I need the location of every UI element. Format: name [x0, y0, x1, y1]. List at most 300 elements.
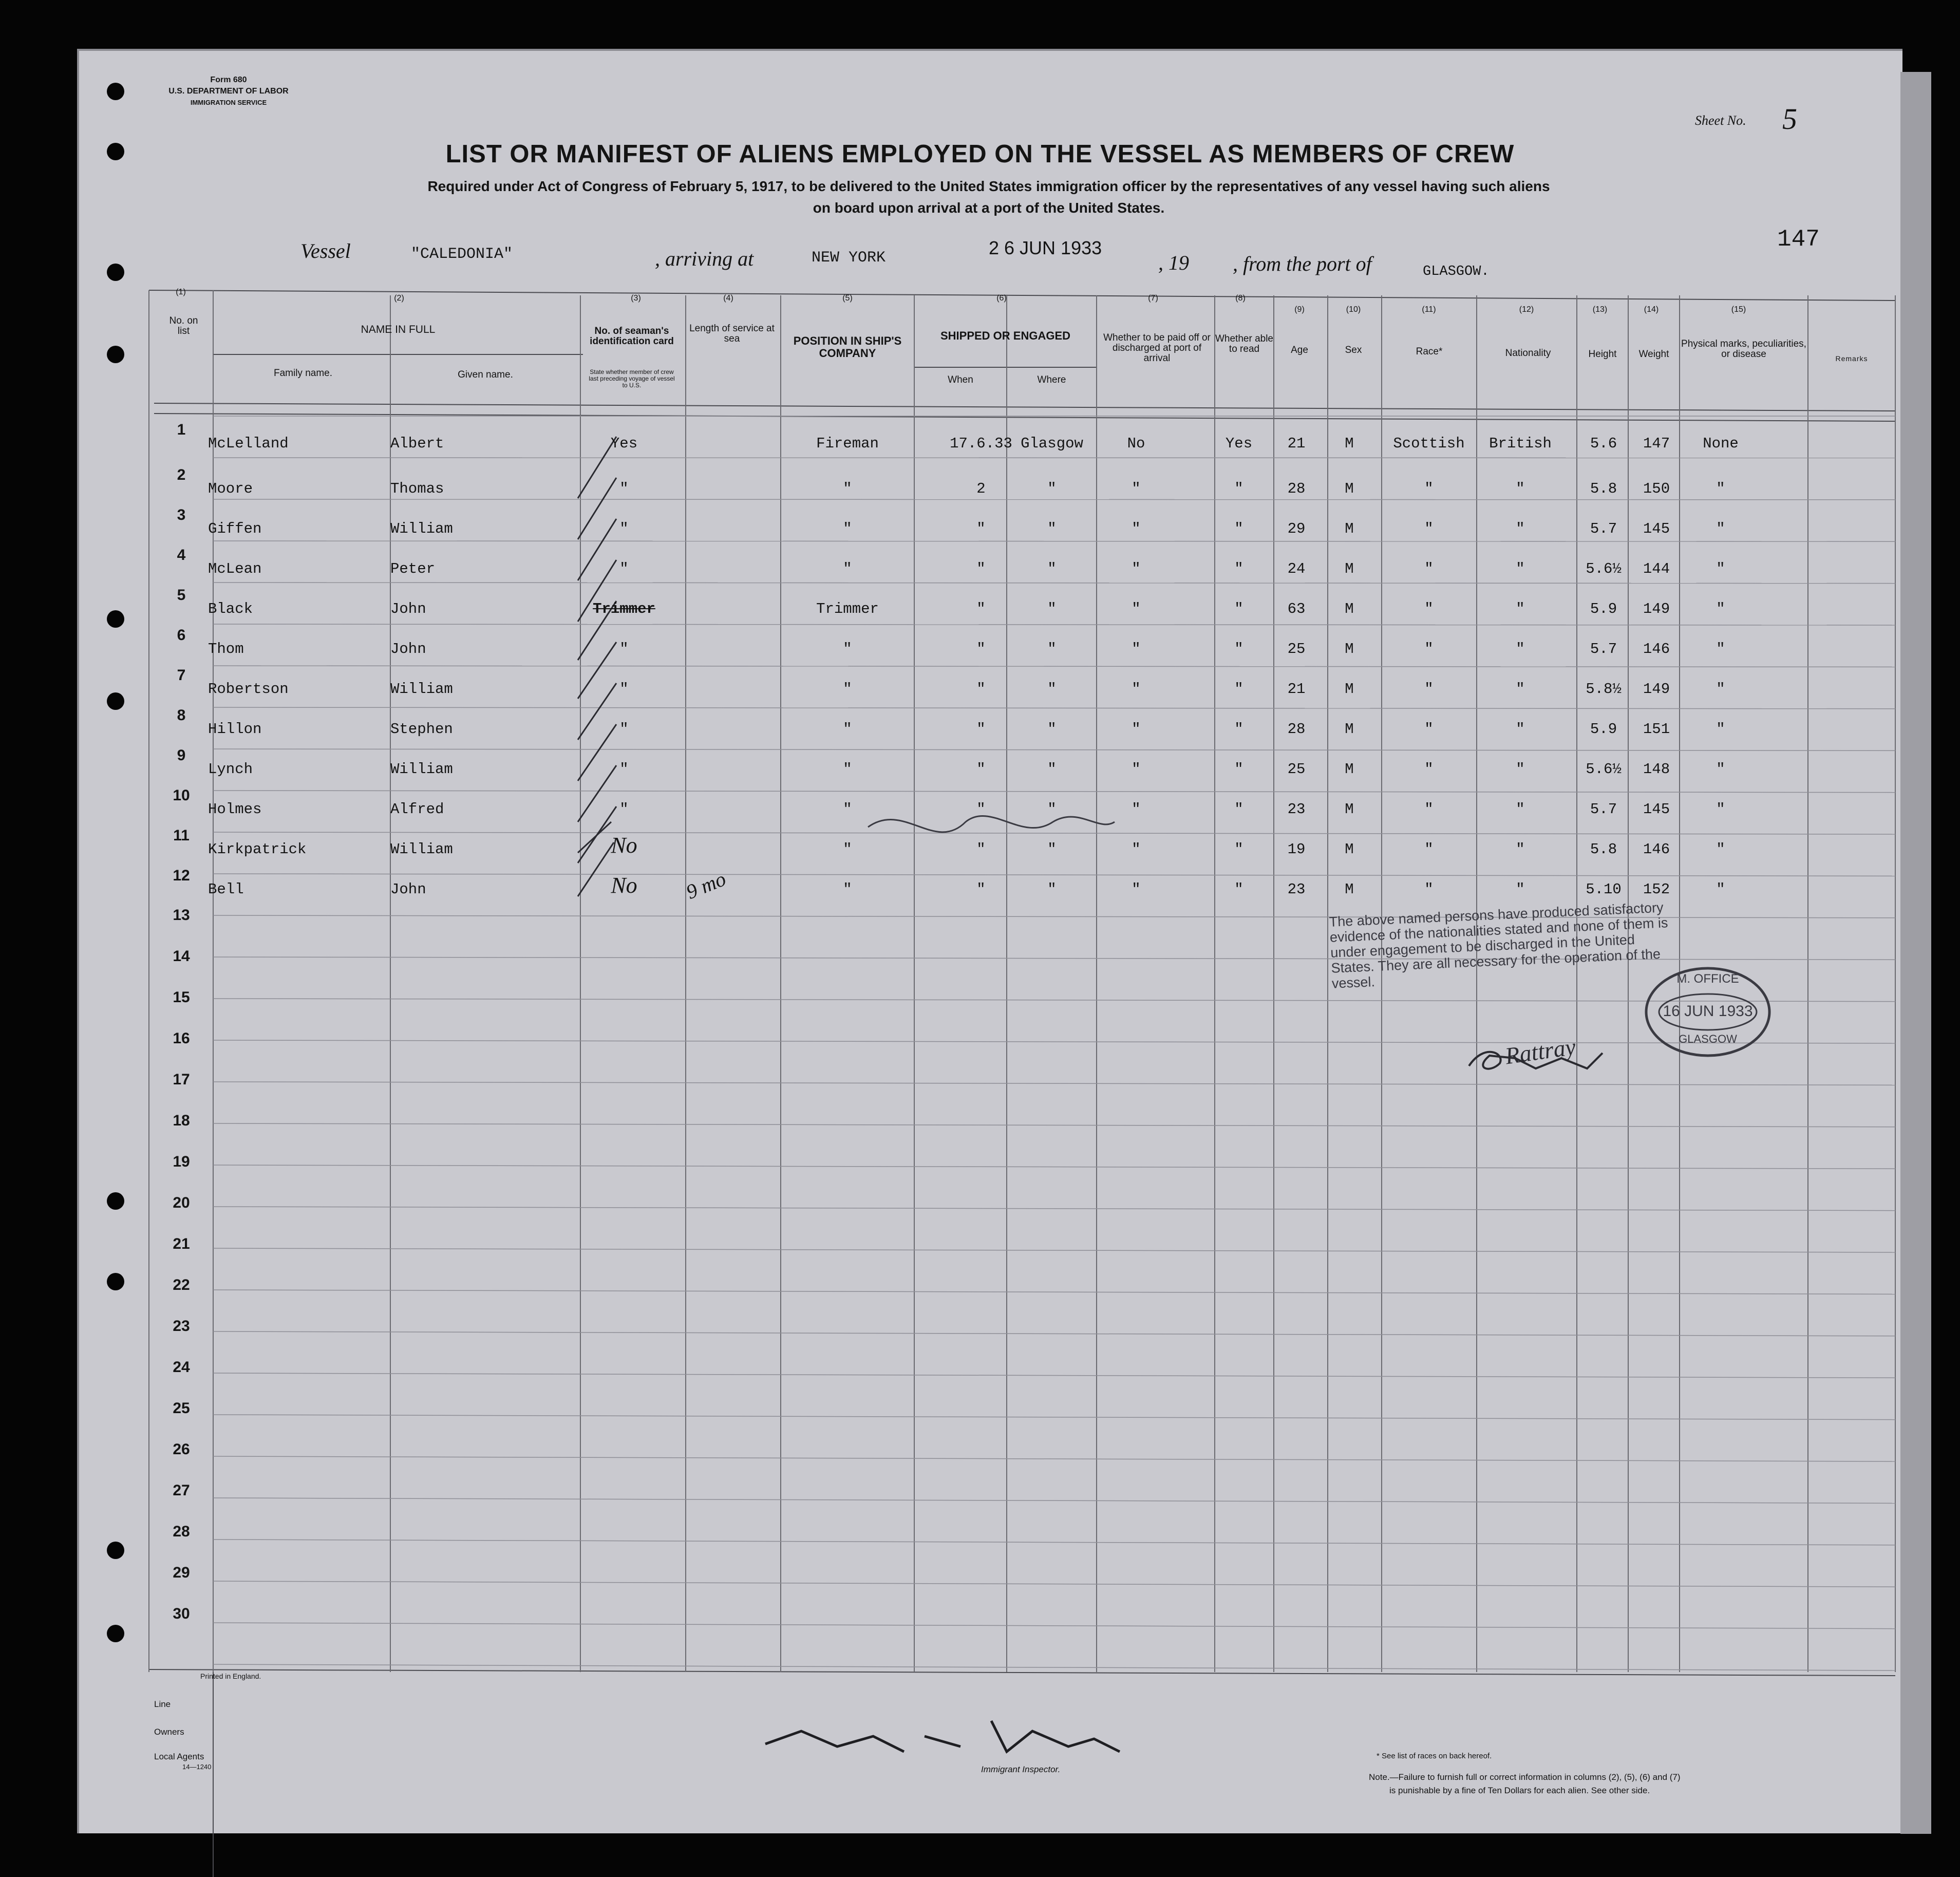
cell-sex: M — [1345, 480, 1354, 497]
cell-given: William — [390, 681, 453, 698]
column-number: (2) — [394, 294, 404, 303]
cell-height: 5.8½ — [1586, 681, 1622, 698]
cell-read: " — [1234, 801, 1243, 818]
cell-position: " — [843, 841, 852, 858]
cell-given: John — [390, 881, 426, 898]
cell-position: " — [843, 560, 852, 577]
row-number: 29 — [173, 1564, 190, 1581]
row-number: 2 — [177, 466, 186, 483]
cell-position: " — [843, 881, 852, 898]
cell-race: " — [1424, 681, 1434, 698]
form-number: Form 680 — [210, 76, 247, 84]
departure-port: GLASGOW. — [1423, 264, 1490, 279]
cell-when: " — [976, 560, 986, 577]
cell-sex: M — [1345, 721, 1354, 738]
cell-weight: 145 — [1643, 520, 1670, 537]
cell-read: " — [1234, 841, 1243, 858]
row-number: 15 — [173, 989, 190, 1006]
cell-marks: " — [1716, 520, 1725, 537]
row-divider — [213, 1581, 1895, 1587]
inspector-label: Immigrant Inspector. — [981, 1765, 1061, 1774]
cell-paid: " — [1132, 641, 1141, 658]
column-number: (1) — [176, 288, 186, 296]
row-number: 16 — [173, 1030, 190, 1047]
cell-race: " — [1424, 600, 1434, 617]
handwritten-scribble — [868, 816, 1115, 832]
cell-paid: " — [1132, 560, 1141, 577]
cell-when: " — [976, 520, 986, 537]
cell-where: " — [1047, 761, 1057, 778]
cell-race: " — [1424, 721, 1434, 738]
cell-marks: " — [1716, 600, 1725, 617]
cell-where: " — [1047, 801, 1057, 818]
column-number: (12) — [1519, 305, 1534, 314]
cell-card: " — [619, 520, 629, 537]
cell-nat: " — [1516, 881, 1525, 898]
cell-card: " — [619, 560, 629, 577]
row-number: 8 — [177, 707, 186, 724]
cell-nat: " — [1516, 560, 1525, 577]
cell-height: 5.6½ — [1586, 560, 1622, 577]
cell-where: " — [1047, 520, 1057, 537]
row-divider — [213, 1498, 1895, 1503]
row-number: 7 — [177, 667, 186, 684]
cell-age: 23 — [1287, 881, 1306, 898]
cell-given: William — [390, 520, 453, 537]
office-stamp-bottom: GLASGOW — [1679, 1033, 1737, 1045]
column-number: (8) — [1235, 294, 1246, 303]
cell-position: " — [843, 681, 852, 698]
cell-height: 5.10 — [1586, 881, 1622, 898]
certification-stamp: The above named persons have produced satisfactory evidence of the nationalities stated and none of them is under engagement to be discharged in the United States. They are all necessary for the operation of the vessel. — [1329, 899, 1668, 991]
cell-age: 28 — [1287, 721, 1306, 738]
subtitle-line-2: on board upon arrival at a port of the United States. — [813, 200, 1165, 216]
cell-weight: 148 — [1643, 761, 1670, 778]
cell-when: " — [976, 761, 986, 778]
cell-marks: " — [1716, 841, 1725, 858]
cell-weight: 147 — [1643, 435, 1670, 452]
cell-card: " — [619, 681, 629, 698]
cell-age: 25 — [1287, 641, 1306, 658]
column-number: (11) — [1422, 305, 1436, 314]
cell-where: " — [1047, 600, 1057, 617]
header-seaman-card: No. of seaman's identification card — [590, 326, 674, 347]
arriving-label: , arriving at — [655, 247, 754, 270]
cell-when: " — [976, 600, 986, 617]
header-nationality: Nationality — [1505, 348, 1551, 359]
cell-position: " — [843, 761, 852, 778]
cell-card: No — [611, 833, 637, 858]
row-divider — [213, 499, 1895, 500]
cell-family: Kirkpatrick — [208, 841, 307, 858]
cell-nat: " — [1516, 480, 1525, 497]
cell-race: " — [1424, 841, 1434, 858]
row-number: 11 — [173, 827, 190, 844]
cell-read: " — [1234, 560, 1243, 577]
office-stamp-top: M. OFFICE — [1676, 972, 1739, 986]
cell-height: 5.7 — [1590, 641, 1617, 658]
row-number: 22 — [173, 1277, 190, 1293]
cell-where: " — [1047, 881, 1057, 898]
check-marks — [578, 437, 616, 896]
cell-weight: 144 — [1643, 560, 1670, 577]
header-given-name: Given name. — [458, 369, 513, 380]
cell-height: 5.7 — [1590, 801, 1617, 818]
cell-when: " — [976, 641, 986, 658]
header-able-read: Whether able to read — [1215, 333, 1273, 354]
cell-sex: M — [1345, 681, 1354, 698]
page-number: 147 — [1777, 226, 1820, 253]
cell-when: " — [976, 801, 986, 818]
subtitle-line-1: Required under Act of Congress of February 5, 1917, to be delivered to the United States immigration officer by the representatives of any vessel having such aliens — [427, 178, 1550, 194]
row-number: 1 — [177, 421, 186, 438]
cell-sex: M — [1345, 600, 1354, 617]
header-when: When — [948, 374, 973, 385]
cell-paid: " — [1132, 480, 1141, 497]
cell-race: " — [1424, 520, 1434, 537]
header-age: Age — [1291, 345, 1308, 355]
cell-sex: M — [1345, 560, 1354, 577]
cell-paid: " — [1132, 600, 1141, 617]
cell-when: 17.6.33 — [950, 435, 1012, 452]
cell-race: " — [1424, 801, 1434, 818]
row-divider — [213, 1207, 1895, 1211]
row-number: 24 — [173, 1359, 190, 1376]
note-line-1: Note.—Failure to furnish full or correct information in columns (2), (5), (6) and (7) — [1369, 1772, 1681, 1782]
cell-paid: " — [1132, 721, 1141, 738]
cell-given: William — [390, 841, 453, 858]
cell-nat: " — [1516, 801, 1525, 818]
vessel-name: "CALEDONIA" — [411, 246, 513, 263]
row-divider — [213, 583, 1895, 584]
cell-given: John — [390, 600, 426, 617]
cell-height: 5.9 — [1590, 721, 1617, 738]
cell-age: 21 — [1287, 435, 1306, 452]
cell-where: Glasgow — [1021, 435, 1083, 452]
row-number: 12 — [173, 867, 190, 884]
row-divider — [213, 624, 1895, 625]
cell-position: " — [843, 641, 852, 658]
cell-card: " — [619, 641, 629, 658]
row-divider — [213, 1123, 1895, 1127]
row-divider — [213, 1664, 1895, 1670]
row-number: 10 — [173, 787, 190, 804]
line-label: Line — [154, 1699, 171, 1709]
cell-nat: " — [1516, 600, 1525, 617]
header-weight: Weight — [1638, 349, 1669, 360]
row-divider — [213, 749, 1895, 750]
cell-given: Peter — [390, 560, 436, 577]
row-divider — [213, 1456, 1895, 1461]
race-note: * See list of races on back hereof. — [1377, 1752, 1492, 1760]
column-number: (5) — [842, 294, 853, 303]
cell-family: McLean — [208, 560, 262, 577]
cell-marks: " — [1716, 641, 1725, 658]
cell-race: " — [1424, 560, 1434, 577]
header-where: Where — [1037, 374, 1066, 385]
cell-position: " — [843, 520, 852, 537]
column-number: (9) — [1294, 305, 1305, 314]
header-height: Height — [1588, 349, 1617, 360]
row-number: 23 — [173, 1318, 190, 1335]
cell-paid: " — [1132, 801, 1141, 818]
row-number: 20 — [173, 1194, 190, 1211]
form-service: IMMIGRATION SERVICE — [190, 99, 267, 106]
header-no-on-list: No. on list — [169, 315, 198, 336]
column-number: (6) — [996, 294, 1007, 303]
header-physical-marks: Physical marks, peculiarities, or disease — [1681, 339, 1806, 360]
cell-given: Alfred — [390, 801, 444, 818]
cell-family: Robertson — [208, 681, 289, 698]
cell-height: 5.6 — [1590, 435, 1617, 452]
cell-when: " — [976, 721, 986, 738]
cell-marks: " — [1716, 681, 1725, 698]
cell-marks: " — [1716, 480, 1725, 497]
cell-where: " — [1047, 721, 1057, 738]
row-number: 19 — [173, 1153, 190, 1170]
cell-family: Giffen — [208, 520, 262, 537]
cell-position: " — [843, 721, 852, 738]
row-number: 27 — [173, 1482, 190, 1499]
cell-weight: 145 — [1643, 801, 1670, 818]
cell-family: Black — [208, 600, 253, 617]
document-title: LIST OR MANIFEST OF ALIENS EMPLOYED ON THE VESSEL AS MEMBERS OF CREW — [445, 140, 1515, 168]
row-divider — [213, 1623, 1895, 1629]
header-race: Race* — [1416, 346, 1443, 357]
cell-family: Moore — [208, 480, 253, 497]
cell-family: Holmes — [208, 801, 262, 818]
cell-where: " — [1047, 681, 1057, 698]
header-position: POSITION IN SHIP'S COMPANY — [793, 334, 902, 360]
cell-nat: " — [1516, 520, 1525, 537]
cell-marks: " — [1716, 761, 1725, 778]
cell-age: 24 — [1287, 560, 1306, 577]
column-number: (4) — [723, 294, 733, 303]
row-divider — [213, 1290, 1895, 1294]
sheet-label: Sheet No. — [1695, 113, 1746, 128]
cell-family: McLelland — [208, 435, 289, 452]
header-remarks: Remarks — [1835, 354, 1868, 363]
cell-weight: 149 — [1643, 600, 1670, 617]
cell-weight: 150 — [1643, 480, 1670, 497]
cell-height: 5.8 — [1590, 480, 1617, 497]
row-divider — [213, 1248, 1895, 1252]
row-number: 21 — [173, 1235, 190, 1252]
row-number: 25 — [173, 1400, 190, 1417]
cell-age: 29 — [1287, 520, 1306, 537]
cell-given: Thomas — [390, 480, 444, 497]
cell-sex: M — [1345, 801, 1354, 818]
cell-paid: No — [1127, 435, 1145, 452]
cell-race: " — [1424, 881, 1434, 898]
cell-card: " — [619, 480, 629, 497]
cell-nat: " — [1516, 841, 1525, 858]
cell-read: " — [1234, 721, 1243, 738]
cell-height: 5.7 — [1590, 520, 1617, 537]
row-divider — [213, 1040, 1895, 1043]
cell-age: 63 — [1287, 600, 1306, 617]
cell-given: Stephen — [390, 721, 453, 738]
cell-card: Trimmer — [593, 600, 655, 617]
cell-race: Scottish — [1393, 435, 1465, 452]
cell-height: 5.8 — [1590, 841, 1617, 858]
cell-position: " — [843, 801, 852, 818]
cell-weight: 151 — [1643, 721, 1670, 738]
cell-given: Albert — [390, 435, 444, 452]
cell-height: 5.9 — [1590, 600, 1617, 617]
cell-age: 28 — [1287, 480, 1306, 497]
cell-when: 2 — [976, 480, 986, 497]
cell-where: " — [1047, 841, 1057, 858]
cell-when: " — [976, 881, 986, 898]
sheet-number: 5 — [1782, 102, 1797, 136]
cell-card: " — [619, 801, 629, 818]
arrival-port: NEW YORK — [812, 249, 886, 267]
form-department: U.S. DEPARTMENT OF LABOR — [168, 87, 289, 96]
row-number: 14 — [173, 948, 190, 965]
cell-given: John — [390, 641, 426, 658]
cell-paid: " — [1132, 761, 1141, 778]
vessel-label: Vessel — [300, 239, 351, 262]
row-divider — [213, 666, 1895, 667]
cell-age: 23 — [1287, 801, 1306, 818]
cell-marks: " — [1716, 881, 1725, 898]
row-divider — [213, 1165, 1895, 1169]
row-divider — [213, 1415, 1895, 1420]
cell-weight: 146 — [1643, 641, 1670, 658]
cell-read: " — [1234, 520, 1243, 537]
cell-read: " — [1234, 761, 1243, 778]
cell-when: " — [976, 681, 986, 698]
printed-in: Printed in England. — [200, 1672, 261, 1680]
cell-race: " — [1424, 480, 1434, 497]
row-divider — [213, 1331, 1895, 1336]
cell-marks: " — [1716, 721, 1725, 738]
row-number: 18 — [173, 1112, 190, 1129]
cell-age: 21 — [1287, 681, 1306, 698]
cell-read: " — [1234, 641, 1243, 658]
cell-read: " — [1234, 881, 1243, 898]
cell-read: Yes — [1225, 435, 1253, 452]
cell-sex: M — [1345, 881, 1354, 898]
officer-signature-name: Rattray — [1503, 1033, 1577, 1069]
row-divider — [213, 832, 1895, 834]
cell-age: 19 — [1287, 841, 1306, 858]
cell-card: " — [619, 761, 629, 778]
row-number: 26 — [173, 1441, 190, 1458]
cell-position: " — [843, 480, 852, 497]
column-number: (14) — [1644, 305, 1659, 314]
row-divider — [213, 874, 1895, 876]
row-number: 4 — [177, 547, 186, 564]
cell-when: " — [976, 841, 986, 858]
header-shipped: SHIPPED OR ENGAGED — [940, 329, 1071, 342]
cell-read: " — [1234, 480, 1243, 497]
cell-nat: " — [1516, 761, 1525, 778]
row-divider — [213, 707, 1895, 709]
row-number: 6 — [177, 627, 186, 644]
row-number: 5 — [177, 587, 186, 604]
cell-card: No — [611, 873, 637, 898]
cell-marks: None — [1703, 435, 1739, 452]
cell-weight: 152 — [1643, 881, 1670, 898]
row-divider — [213, 1373, 1895, 1378]
row-number: 17 — [173, 1071, 190, 1088]
row-divider — [213, 791, 1895, 793]
header-family-name: Family name. — [273, 368, 333, 379]
cell-age: 25 — [1287, 761, 1306, 778]
cell-card: " — [619, 721, 629, 738]
row-number: 28 — [173, 1523, 190, 1540]
row-number: 13 — [173, 907, 190, 924]
cell-sex: M — [1345, 761, 1354, 778]
row-divider — [213, 1082, 1895, 1085]
cell-card: Yes — [610, 435, 638, 452]
year-label: , 19 — [1158, 251, 1189, 274]
office-stamp-date: 16 JUN 1933 — [1663, 1003, 1753, 1020]
header-sex: Sex — [1345, 345, 1362, 355]
note-line-2: is punishable by a fine of Ten Dollars for each alien. See other side. — [1389, 1786, 1650, 1795]
form-code: 14—1240 — [182, 1763, 212, 1771]
cell-paid: " — [1132, 841, 1141, 858]
cell-race: " — [1424, 641, 1434, 658]
cell-weight: 146 — [1643, 841, 1670, 858]
column-number: (10) — [1346, 305, 1361, 314]
cell-nat: British — [1489, 435, 1552, 452]
row-number: 9 — [177, 747, 186, 764]
row-divider — [213, 999, 1895, 1002]
cell-marks: " — [1716, 560, 1725, 577]
column-number: (13) — [1592, 305, 1608, 314]
header-name-in-full: NAME IN FULL — [361, 324, 436, 335]
header-paid-off: Whether to be paid off or discharged at port of arrival — [1103, 332, 1211, 364]
cell-where: " — [1047, 641, 1057, 658]
column-number: (15) — [1731, 305, 1746, 314]
cell-family: Thom — [208, 641, 244, 658]
cell-sex: M — [1345, 641, 1354, 658]
owners-label: Owners — [154, 1727, 184, 1737]
inspector-signature — [765, 1721, 1120, 1752]
cell-paid: " — [1132, 881, 1141, 898]
cell-position: Trimmer — [816, 600, 879, 617]
cell-where: " — [1047, 480, 1057, 497]
row-number: 30 — [173, 1605, 190, 1622]
cell-family: Bell — [208, 881, 244, 898]
column-number: (7) — [1148, 294, 1158, 303]
cell-marks: " — [1716, 801, 1725, 818]
column-number: (3) — [631, 294, 641, 303]
agents-label: Local Agents — [154, 1752, 204, 1761]
cell-family: Lynch — [208, 761, 253, 778]
cell-height: 5.6½ — [1586, 761, 1622, 778]
cell-weight: 149 — [1643, 681, 1670, 698]
cell-read: " — [1234, 600, 1243, 617]
row-divider — [213, 1540, 1895, 1545]
header-seaman-card-note: State whether member of crew last preceding voyage of vessel to U.S. — [589, 368, 675, 389]
cell-nat: " — [1516, 641, 1525, 658]
row-number: 3 — [177, 506, 186, 523]
cell-read: " — [1234, 681, 1243, 698]
cell-sex: M — [1345, 520, 1354, 537]
cell-position: Fireman — [816, 435, 879, 452]
cell-where: " — [1047, 560, 1057, 577]
arrival-date-stamp: 2 6 JUN 1933 — [989, 237, 1102, 258]
cell-nat: " — [1516, 721, 1525, 738]
header-length-service: Length of service at sea — [689, 323, 775, 344]
cell-family: Hillon — [208, 721, 262, 738]
cell-nat: " — [1516, 681, 1525, 698]
from-port-label: , from the port of — [1233, 252, 1372, 275]
